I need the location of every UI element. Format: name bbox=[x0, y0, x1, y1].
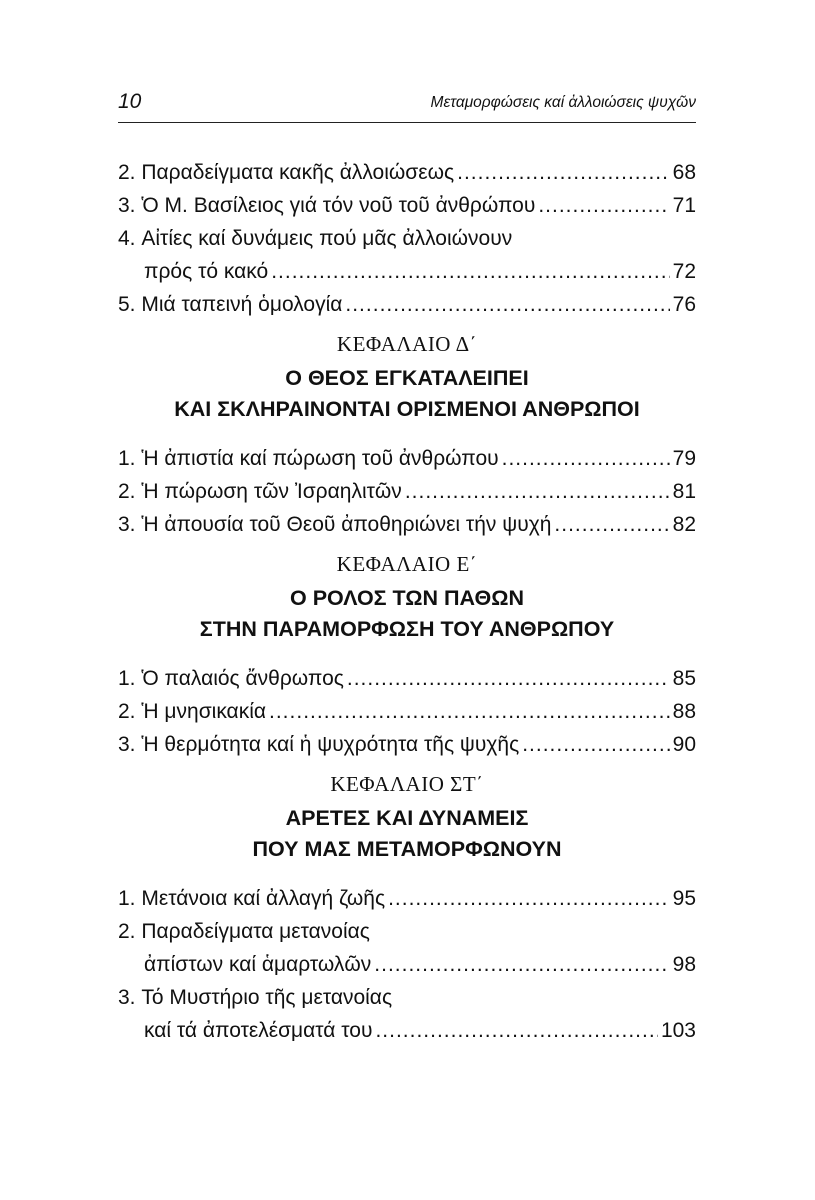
chapter-title bbox=[118, 363, 696, 425]
entry-number: 3. bbox=[118, 733, 136, 756]
entry-title: πρός τό κακό bbox=[144, 260, 269, 283]
entry-page-number: 85 bbox=[672, 667, 696, 690]
page-number: 10 bbox=[118, 90, 142, 113]
entry-number: 2. bbox=[118, 480, 136, 503]
toc-entry bbox=[118, 728, 696, 761]
chapter-title-line: ΚΑΙ ΣΚΛΗΡΑΙΝΟΝΤΑΙ ΟΡΙΣΜΕΝΟΙ ΑΝΘΡΩΠΟΙ bbox=[174, 397, 640, 421]
dot-leader bbox=[374, 948, 669, 981]
entry-page-number: 72 bbox=[672, 260, 696, 283]
page-header bbox=[118, 90, 696, 123]
toc-entry-line bbox=[118, 508, 696, 541]
toc-entry bbox=[118, 156, 696, 189]
toc-entry-line bbox=[118, 288, 696, 321]
entry-title: ἀπίστων καί ἁμαρτωλῶν bbox=[144, 953, 372, 976]
entry-number: 3. bbox=[118, 513, 136, 536]
toc-entry bbox=[118, 915, 696, 981]
entry-title: Μετάνοια καί ἀλλαγή ζωῆς bbox=[141, 887, 386, 910]
dot-leader bbox=[345, 288, 669, 321]
entry-page-number: 81 bbox=[672, 480, 696, 503]
toc-entry bbox=[118, 189, 696, 222]
toc-entry bbox=[118, 981, 696, 1047]
dot-leader bbox=[502, 442, 670, 475]
dot-leader bbox=[388, 882, 670, 915]
dot-leader bbox=[554, 508, 669, 541]
dot-leader bbox=[522, 728, 669, 761]
dot-leader bbox=[457, 156, 670, 189]
toc-entry-line bbox=[118, 948, 696, 981]
chapter-label: ΚΕΦΑΛΑΙΟ Δ΄ bbox=[336, 332, 478, 356]
entry-page-number: 82 bbox=[672, 513, 696, 536]
chapter-title bbox=[118, 803, 696, 865]
entry-number: 2. bbox=[118, 920, 136, 943]
entry-number: 1. bbox=[118, 887, 136, 910]
chapter-title-line: ΣΤΗΝ ΠΑΡΑΜΟΡΦΩΣΗ ΤΟΥ ΑΝΘΡΩΠΟΥ bbox=[199, 617, 615, 641]
entry-number: 2. bbox=[118, 161, 136, 184]
dot-leader bbox=[269, 695, 670, 728]
toc-entry bbox=[118, 508, 696, 541]
toc-entry-line bbox=[118, 189, 696, 222]
toc-entry bbox=[118, 288, 696, 321]
entry-title: Ὁ παλαιός ἄνθρωπος bbox=[141, 667, 344, 690]
toc-entry bbox=[118, 442, 696, 475]
entry-number: 4. bbox=[118, 227, 136, 250]
toc-entry-line bbox=[118, 156, 696, 189]
toc-entry-line bbox=[118, 915, 696, 948]
entry-title: Παραδείγματα κακῆς ἀλλοιώσεως bbox=[141, 161, 455, 184]
chapter-label: ΚΕΦΑΛΑΙΟ ΣΤ΄ bbox=[330, 772, 484, 796]
toc-entry-line bbox=[118, 695, 696, 728]
entry-title: Ἡ πώρωση τῶν Ἰσραηλιτῶν bbox=[141, 480, 402, 503]
toc-entry bbox=[118, 882, 696, 915]
toc-entry-line bbox=[118, 475, 696, 508]
entry-title: Ἡ μνησικακία bbox=[141, 700, 267, 723]
entry-page-number: 68 bbox=[672, 161, 696, 184]
running-title: Μεταμορφώσεις καί ἀλλοιώσεις ψυχῶν bbox=[430, 94, 696, 111]
entry-number: 3. bbox=[118, 194, 136, 217]
entry-title: Ἡ θερμότητα καί ἡ ψυχρότητα τῆς ψυχῆς bbox=[141, 733, 520, 756]
entry-number: 1. bbox=[118, 667, 136, 690]
entry-number: 2. bbox=[118, 700, 136, 723]
dot-leader bbox=[538, 189, 669, 222]
toc-entry-line bbox=[118, 442, 696, 475]
chapter-title-line: ΑΡΕΤΕΣ ΚΑΙ ΔΥΝΑΜΕΙΣ bbox=[285, 806, 529, 830]
entry-page-number: 95 bbox=[672, 887, 696, 910]
toc-entry bbox=[118, 475, 696, 508]
dot-leader bbox=[347, 662, 670, 695]
entry-page-number: 79 bbox=[672, 447, 696, 470]
entry-page-number: 88 bbox=[672, 700, 696, 723]
entry-page-number: 98 bbox=[672, 953, 696, 976]
entry-title: Παραδείγματα μετανοίας bbox=[141, 920, 370, 943]
entry-title: καί τά ἀποτελέσματά του bbox=[144, 1019, 373, 1042]
entry-title: Αἰτίες καί δυνάμεις πού μᾶς ἀλλοιώνουν bbox=[141, 227, 513, 250]
entry-title: Μιά ταπεινή ὁμολογία bbox=[141, 293, 343, 316]
table-of-contents bbox=[118, 156, 696, 1047]
toc-entry-line bbox=[118, 255, 696, 288]
entry-number: 3. bbox=[118, 986, 136, 1009]
entry-title: Ἡ ἀπιστία καί πώρωση τοῦ ἀνθρώπου bbox=[141, 447, 499, 470]
entry-title: Ὁ Μ. Βασίλειος γιά τόν νοῦ τοῦ ἀνθρώπου bbox=[141, 194, 536, 217]
dot-leader bbox=[375, 1014, 658, 1047]
toc-entry bbox=[118, 695, 696, 728]
entry-title: Τό Μυστήριο τῆς μετανοίας bbox=[141, 986, 393, 1009]
chapter-label: ΚΕΦΑΛΑΙΟ Ε΄ bbox=[336, 552, 478, 576]
dot-leader bbox=[271, 255, 669, 288]
entry-page-number: 71 bbox=[672, 194, 696, 217]
entry-number: 5. bbox=[118, 293, 136, 316]
entry-number: 1. bbox=[118, 447, 136, 470]
toc-entry-line bbox=[118, 981, 696, 1014]
toc-entry-line bbox=[118, 728, 696, 761]
toc-entry bbox=[118, 662, 696, 695]
chapter-title-line: ΠΟΥ ΜΑΣ ΜΕΤΑΜΟΡΦΩΝΟΥΝ bbox=[252, 837, 562, 861]
toc-entry-line bbox=[118, 662, 696, 695]
toc-entry-line bbox=[118, 882, 696, 915]
chapter-title-line: Ο ΡΟΛΟΣ ΤΩΝ ΠΑΘΩΝ bbox=[290, 586, 524, 610]
entry-page-number: 90 bbox=[672, 733, 696, 756]
chapter-title bbox=[118, 583, 696, 645]
toc-entry bbox=[118, 222, 696, 288]
dot-leader bbox=[405, 475, 670, 508]
toc-entry-line bbox=[118, 1014, 696, 1047]
chapter-title-line: Ο ΘΕΟΣ ΕΓΚΑΤΑΛΕΙΠΕΙ bbox=[285, 366, 529, 390]
entry-page-number: 76 bbox=[672, 293, 696, 316]
toc-entry-line bbox=[118, 222, 696, 255]
entry-title: Ἡ ἀπουσία τοῦ Θεοῦ ἀποθηριώνει τήν ψυχή bbox=[141, 513, 552, 536]
entry-page-number: 103 bbox=[660, 1019, 696, 1042]
